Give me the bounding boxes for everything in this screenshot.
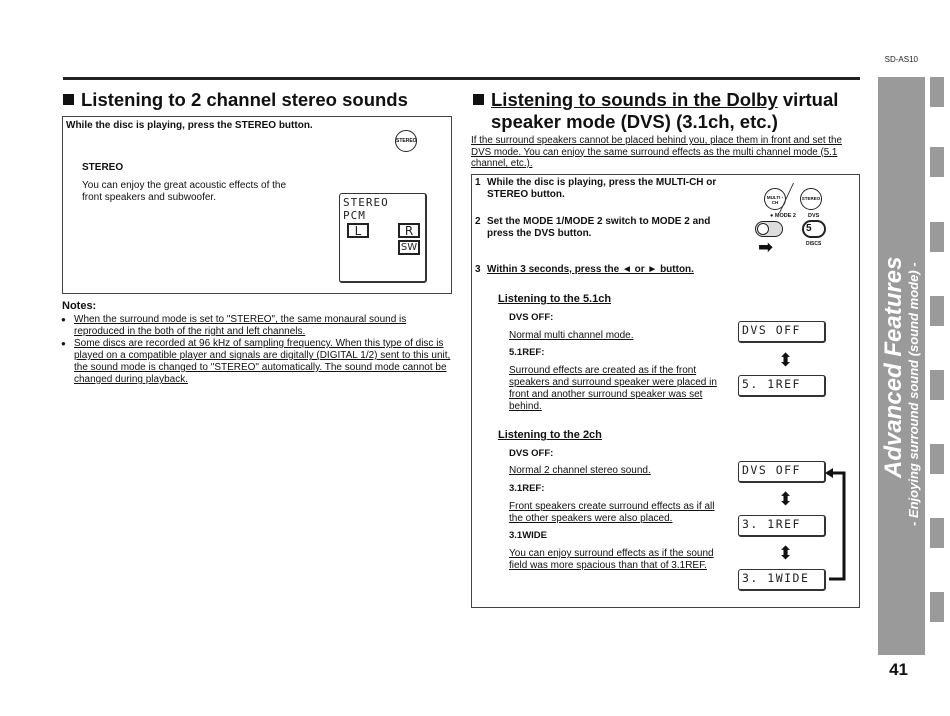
channel-r-indicator: R: [398, 223, 420, 238]
square-bullet-icon: [473, 94, 484, 105]
dvs-button-icon: 5 DISCS: [802, 220, 826, 238]
mode2-label: ● MODE 2: [770, 213, 796, 219]
dvs-intro: If the surround speakers cannot be placed behind you, place them in front and set the DVS mode. You can enjoy the same surround effects as the multi channel mode (5.1 channel, etc.).: [471, 135, 842, 169]
stereo-display: [339, 193, 427, 283]
section-tab: [930, 592, 944, 622]
step-2: 2 Set the MODE 1/MODE 2 switch to MODE 2 and press the DVS button.: [475, 216, 711, 239]
display-line-stereo: STEREO: [343, 196, 389, 209]
section-tab: [930, 518, 944, 548]
cycle-loop-arrow-icon: [824, 467, 850, 585]
section-tab: [930, 147, 944, 177]
lcd-31ref: 3. 1REF: [738, 515, 826, 537]
sec51-ref-text: Surround effects are created as if the front speakers and surround speaker were placed in front and another surround speaker was set behind.: [509, 365, 717, 412]
notes-title: Notes:: [62, 300, 97, 312]
note-item: ● Some discs are recorded at 96 kHz of sampling frequency. When this type of disc is played on a compatible player and signals are digitally (DIGITAL 1/2) sent to this unit, the sound mode is changed to "STEREO" automatically. The sound mode cannot be changed during playback.: [62, 338, 452, 386]
right-section-title: Listening to sounds in the Dolby virtual: [473, 89, 838, 111]
lcd-31wide: 3. 1WIDE: [738, 569, 826, 591]
sec51-ref-label: 5.1REF:: [509, 347, 545, 358]
page-number: 41: [889, 660, 908, 679]
mode-switch-icon: [755, 221, 783, 237]
display-line-pcm: PCM: [343, 209, 366, 222]
sec51-dvs-off-text: Normal multi channel mode.: [509, 330, 634, 341]
sec2-ref-label: 3.1REF:: [509, 483, 545, 494]
model-number: SD-AS10: [884, 55, 918, 64]
right-section-title-line2: speaker mode (DVS) (3.1ch, etc.): [491, 111, 778, 132]
dvs-steps-box: [471, 174, 860, 608]
section-tab: [930, 444, 944, 474]
side-subtitle: - Enjoying surround sound (sound mode) -: [906, 262, 921, 526]
stereo-button-icon: STEREO: [395, 130, 417, 152]
section-tab: [930, 222, 944, 252]
stereo-button-icon: STEREO: [800, 188, 822, 210]
stereo-instruction: While the disc is playing, press the STEREO button.: [66, 120, 313, 131]
dvs-label: DVS: [808, 213, 820, 219]
lcd-dvs-off-2ch: DVS OFF: [738, 461, 826, 483]
section-tab: [930, 370, 944, 400]
stereo-description: You can enjoy the great acoustic effects of the front speakers and subwoofer.: [82, 180, 287, 203]
lcd-51ref: 5. 1REF: [738, 375, 826, 397]
notes-list: [62, 314, 452, 386]
stereo-subhead: STEREO: [82, 162, 124, 173]
section-tab: [930, 77, 944, 107]
channel-l-indicator: L: [347, 223, 369, 238]
sec51-title: Listening to the 5.1ch: [498, 293, 612, 305]
sec2-title: Listening to the 2ch: [498, 429, 602, 441]
left-section-title: Listening to 2 channel stereo sounds: [63, 89, 408, 111]
sec2-wide-text: You can enjoy surround effects as if the sound field was more spacious than that of 3.1REF.: [509, 548, 714, 571]
sec2-dvs-off-text: Normal 2 channel stereo sound.: [509, 465, 651, 476]
note-item: ● When the surround mode is set to "STEREO", the same monaural sound is reproduced in the both of the right and left channels.: [62, 314, 452, 338]
side-title: Advanced Features: [880, 256, 907, 478]
section-tab: [930, 296, 944, 326]
channel-sw-indicator: SW: [398, 240, 420, 255]
sec2-ref-text: Front speakers create surround effects as if all the other speakers were also placed.: [509, 501, 715, 524]
top-rule: [63, 77, 860, 80]
multi-ch-button-icon: MULTI -CH: [764, 188, 786, 210]
sec2-wide-label: 3.1WIDE: [509, 530, 548, 541]
sec2-dvs-off-label: DVS OFF:: [509, 448, 554, 459]
lcd-dvs-off-51: DVS OFF: [738, 321, 826, 343]
square-bullet-icon: [63, 94, 74, 105]
stereo-instruction-box: [62, 116, 452, 294]
up-down-arrow-icon: ⬍: [778, 543, 794, 563]
arrow-right-icon: ➡: [758, 237, 774, 257]
step-1: 1 While the disc is playing, press the MULTI-CH or STEREO button.: [475, 177, 717, 200]
step-3: 3 Within 3 seconds, press the ◄ or ► button.: [475, 264, 694, 275]
sec51-dvs-off-label: DVS OFF:: [509, 312, 554, 323]
up-down-arrow-icon: ⬍: [778, 350, 794, 370]
up-down-arrow-icon: ⬍: [778, 489, 794, 509]
